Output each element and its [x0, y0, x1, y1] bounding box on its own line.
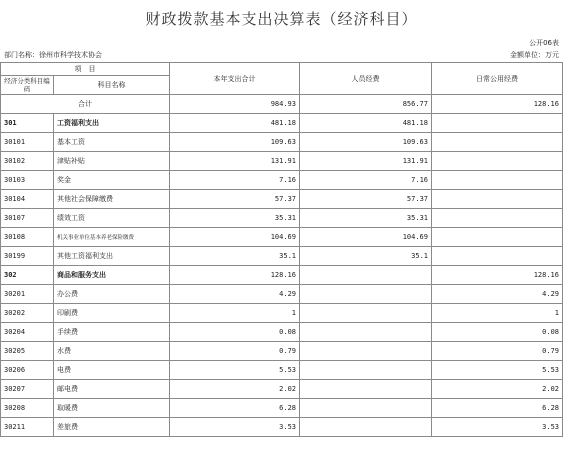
row-total: 4.29 [170, 285, 300, 304]
row-code: 30199 [1, 247, 54, 266]
row-public [432, 171, 563, 190]
row-name: 绩效工资 [54, 209, 170, 228]
row-personnel: 35.31 [300, 209, 432, 228]
row-personnel: 109.63 [300, 133, 432, 152]
row-name: 水费 [54, 342, 170, 361]
table-row [1, 266, 563, 285]
header-public: 日常公用经费 [432, 63, 563, 95]
table-row [1, 342, 563, 361]
row-total: 2.02 [170, 380, 300, 399]
row-public [432, 190, 563, 209]
row-code: 30103 [1, 171, 54, 190]
table-row [1, 304, 563, 323]
row-name: 机关事业单位基本养老保险缴费 [54, 228, 170, 247]
header-total: 本年支出合计 [170, 63, 300, 95]
table-row [1, 247, 563, 266]
row-public: 1 [432, 304, 563, 323]
row-name: 商品和服务支出 [54, 266, 170, 285]
row-public: 2.02 [432, 380, 563, 399]
row-public: 5.53 [432, 361, 563, 380]
row-personnel [300, 342, 432, 361]
row-public: 3.53 [432, 418, 563, 437]
row-code: 30207 [1, 380, 54, 399]
table-row [1, 323, 563, 342]
row-name: 邮电费 [54, 380, 170, 399]
header-item: 项 目 [1, 63, 170, 76]
row-name: 办公费 [54, 285, 170, 304]
table-row [1, 418, 563, 437]
row-total: 5.53 [170, 361, 300, 380]
row-name: 取暖费 [54, 399, 170, 418]
header-name: 科目名称 [54, 76, 170, 95]
row-code: 30202 [1, 304, 54, 323]
row-code: 30206 [1, 361, 54, 380]
table-row [1, 399, 563, 418]
row-name: 电费 [54, 361, 170, 380]
row-code: 302 [1, 266, 54, 285]
table-body [1, 95, 563, 437]
row-total: 104.69 [170, 228, 300, 247]
header-code: 经济分类科目编码 [1, 76, 54, 95]
row-total: 3.53 [170, 418, 300, 437]
total-amount: 984.93 [170, 95, 300, 114]
report-title: 财政拨款基本支出决算表（经济科目） [145, 10, 418, 28]
row-public: 0.79 [432, 342, 563, 361]
row-code: 30201 [1, 285, 54, 304]
row-code: 30107 [1, 209, 54, 228]
table-row [1, 133, 563, 152]
table-row [1, 171, 563, 190]
row-total: 57.37 [170, 190, 300, 209]
row-name: 其他社会保障缴费 [54, 190, 170, 209]
row-public [432, 114, 563, 133]
table-row [1, 114, 563, 133]
row-name: 差旅费 [54, 418, 170, 437]
row-total: 0.79 [170, 342, 300, 361]
budget-table [0, 62, 563, 437]
row-personnel: 57.37 [300, 190, 432, 209]
row-name: 工资福利支出 [54, 114, 170, 133]
row-total: 35.1 [170, 247, 300, 266]
row-public: 6.28 [432, 399, 563, 418]
row-public [432, 209, 563, 228]
row-personnel [300, 380, 432, 399]
table-row [1, 190, 563, 209]
row-name: 基本工资 [54, 133, 170, 152]
row-total: 6.28 [170, 399, 300, 418]
row-code: 30208 [1, 399, 54, 418]
table-row [1, 380, 563, 399]
total-public: 128.16 [432, 95, 563, 114]
row-total: 131.91 [170, 152, 300, 171]
row-personnel: 131.91 [300, 152, 432, 171]
row-name: 手续费 [54, 323, 170, 342]
table-row [1, 361, 563, 380]
row-total: 35.31 [170, 209, 300, 228]
row-public [432, 228, 563, 247]
total-label: 合计 [1, 95, 170, 114]
total-row [1, 95, 563, 114]
row-name: 津贴补贴 [54, 152, 170, 171]
row-code: 30204 [1, 323, 54, 342]
row-personnel [300, 304, 432, 323]
row-total: 109.63 [170, 133, 300, 152]
form-number: 公开06表 [529, 39, 559, 47]
row-personnel: 481.18 [300, 114, 432, 133]
row-personnel [300, 285, 432, 304]
unit-label: 金额单位：万元 [510, 51, 559, 59]
table-row [1, 209, 563, 228]
row-total: 7.16 [170, 171, 300, 190]
header-personnel: 人员经费 [300, 63, 432, 95]
meta-row [0, 50, 563, 61]
row-personnel [300, 266, 432, 285]
row-personnel [300, 418, 432, 437]
row-name: 其他工资福利支出 [54, 247, 170, 266]
total-personnel: 856.77 [300, 95, 432, 114]
row-public [432, 152, 563, 171]
table-row [1, 285, 563, 304]
row-personnel: 7.16 [300, 171, 432, 190]
row-personnel: 35.1 [300, 247, 432, 266]
row-total: 481.18 [170, 114, 300, 133]
row-public: 0.08 [432, 323, 563, 342]
row-personnel [300, 399, 432, 418]
row-public [432, 133, 563, 152]
row-total: 128.16 [170, 266, 300, 285]
table-row [1, 152, 563, 171]
row-code: 301 [1, 114, 54, 133]
row-personnel [300, 323, 432, 342]
row-code: 30205 [1, 342, 54, 361]
table-row [1, 228, 563, 247]
row-total: 1 [170, 304, 300, 323]
row-public [432, 247, 563, 266]
department-label: 部门名称：徐州市科学技术协会 [4, 51, 102, 59]
row-personnel [300, 361, 432, 380]
row-total: 0.08 [170, 323, 300, 342]
row-personnel: 104.69 [300, 228, 432, 247]
row-code: 30102 [1, 152, 54, 171]
row-name: 印刷费 [54, 304, 170, 323]
row-code: 30108 [1, 228, 54, 247]
row-code: 30104 [1, 190, 54, 209]
row-public: 128.16 [432, 266, 563, 285]
row-code: 30211 [1, 418, 54, 437]
row-code: 30101 [1, 133, 54, 152]
row-name: 奖金 [54, 171, 170, 190]
row-public: 4.29 [432, 285, 563, 304]
